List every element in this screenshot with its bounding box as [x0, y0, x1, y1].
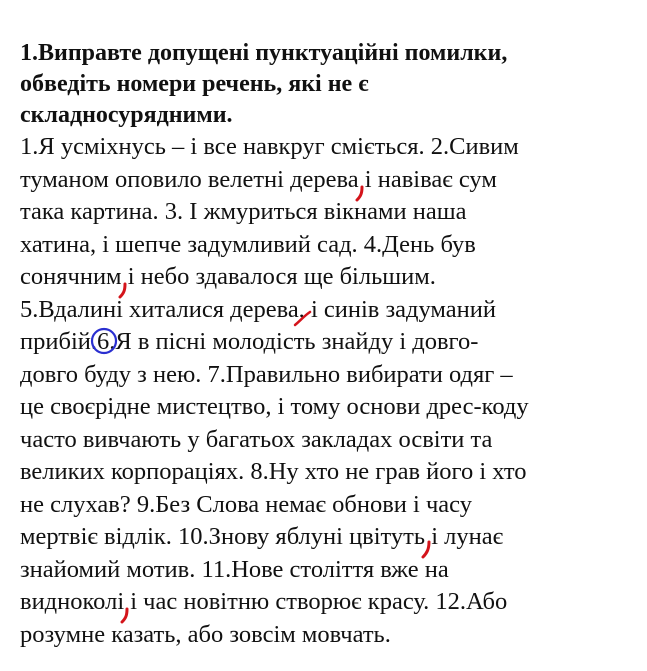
- text-segment: знайомий мотив. 11.Нове століття вже на: [20, 555, 449, 583]
- text-line: [20, 326, 632, 359]
- task-heading: [20, 38, 632, 131]
- text-segment: туманом оповило велетні дерева: [20, 165, 359, 193]
- text-segment: сонячним: [20, 263, 122, 290]
- text-line: [20, 456, 632, 489]
- text-segment: мертвіє відлік. 10.Знову яблуні цвітуть: [20, 523, 426, 550]
- text-segment: і небо здавалося ще більшим.: [121, 263, 436, 290]
- text-segment: довго буду з нею. 7.Правильно вибирати одяг –: [20, 360, 513, 388]
- text-segment: розумне казать, або зовсім мовчать.: [20, 620, 391, 648]
- text-segment: хатина, і шепче задумливий сад. 4.День був: [20, 230, 476, 258]
- text-segment: видноколі: [20, 588, 125, 615]
- sentence-number: 6: [96, 328, 110, 355]
- text-line: 5.Вдалині хиталися дерева , і синів задуманий: [20, 295, 496, 323]
- heading-line: складносурядними.: [20, 102, 233, 128]
- text-line: [20, 164, 632, 197]
- text-line: [20, 391, 632, 424]
- text-line: [20, 359, 632, 392]
- text-segment: така картина. 3. І жмуриться вікнами наша: [20, 198, 467, 225]
- text-segment: прибій.: [20, 328, 97, 355]
- text-segment: великих корпораціях. 8.Ну хто не грав його і хто: [20, 458, 527, 485]
- text-line: [20, 489, 632, 522]
- text-segment: і лунає: [425, 523, 504, 550]
- text-line: [20, 131, 632, 164]
- text-line: [20, 424, 632, 457]
- text-line: [20, 521, 632, 554]
- text-segment: це своєрідне мистецтво, і тому основи дрес-коду: [20, 393, 529, 420]
- text-segment: і навіває сум: [358, 165, 497, 193]
- text-line: [20, 586, 632, 619]
- text-segment: 5.Вдалині хиталися дерева: [20, 295, 299, 323]
- text-line: [20, 261, 632, 294]
- text-line: [20, 554, 632, 587]
- text-segment: не слухав? 9.Без Слова немає обнови і часу: [20, 490, 472, 518]
- heading-line: 1.Виправте допущені пунктуаційні помилки,: [20, 40, 508, 66]
- text-segment: часто вивчають у багатьох закладах освіти та: [20, 425, 493, 453]
- text-line: [20, 196, 632, 229]
- document-page: [20, 38, 632, 651]
- text-line: [20, 619, 632, 652]
- exercise-text: [20, 131, 632, 651]
- text-segment: і час новітню створює красу. 12.Або: [124, 588, 508, 615]
- text-line: [20, 229, 632, 262]
- text-segment: і синів задуманий: [304, 295, 496, 323]
- heading-line: обведіть номери речень, які не є: [20, 71, 369, 97]
- text-segment: 1.Я усміхнусь – і все навкруг сміється. 2.Сивим: [20, 133, 519, 160]
- circled-sentence-number: [97, 326, 109, 359]
- text-segment: .Я в пісні молодість знайду і довго-: [109, 328, 479, 355]
